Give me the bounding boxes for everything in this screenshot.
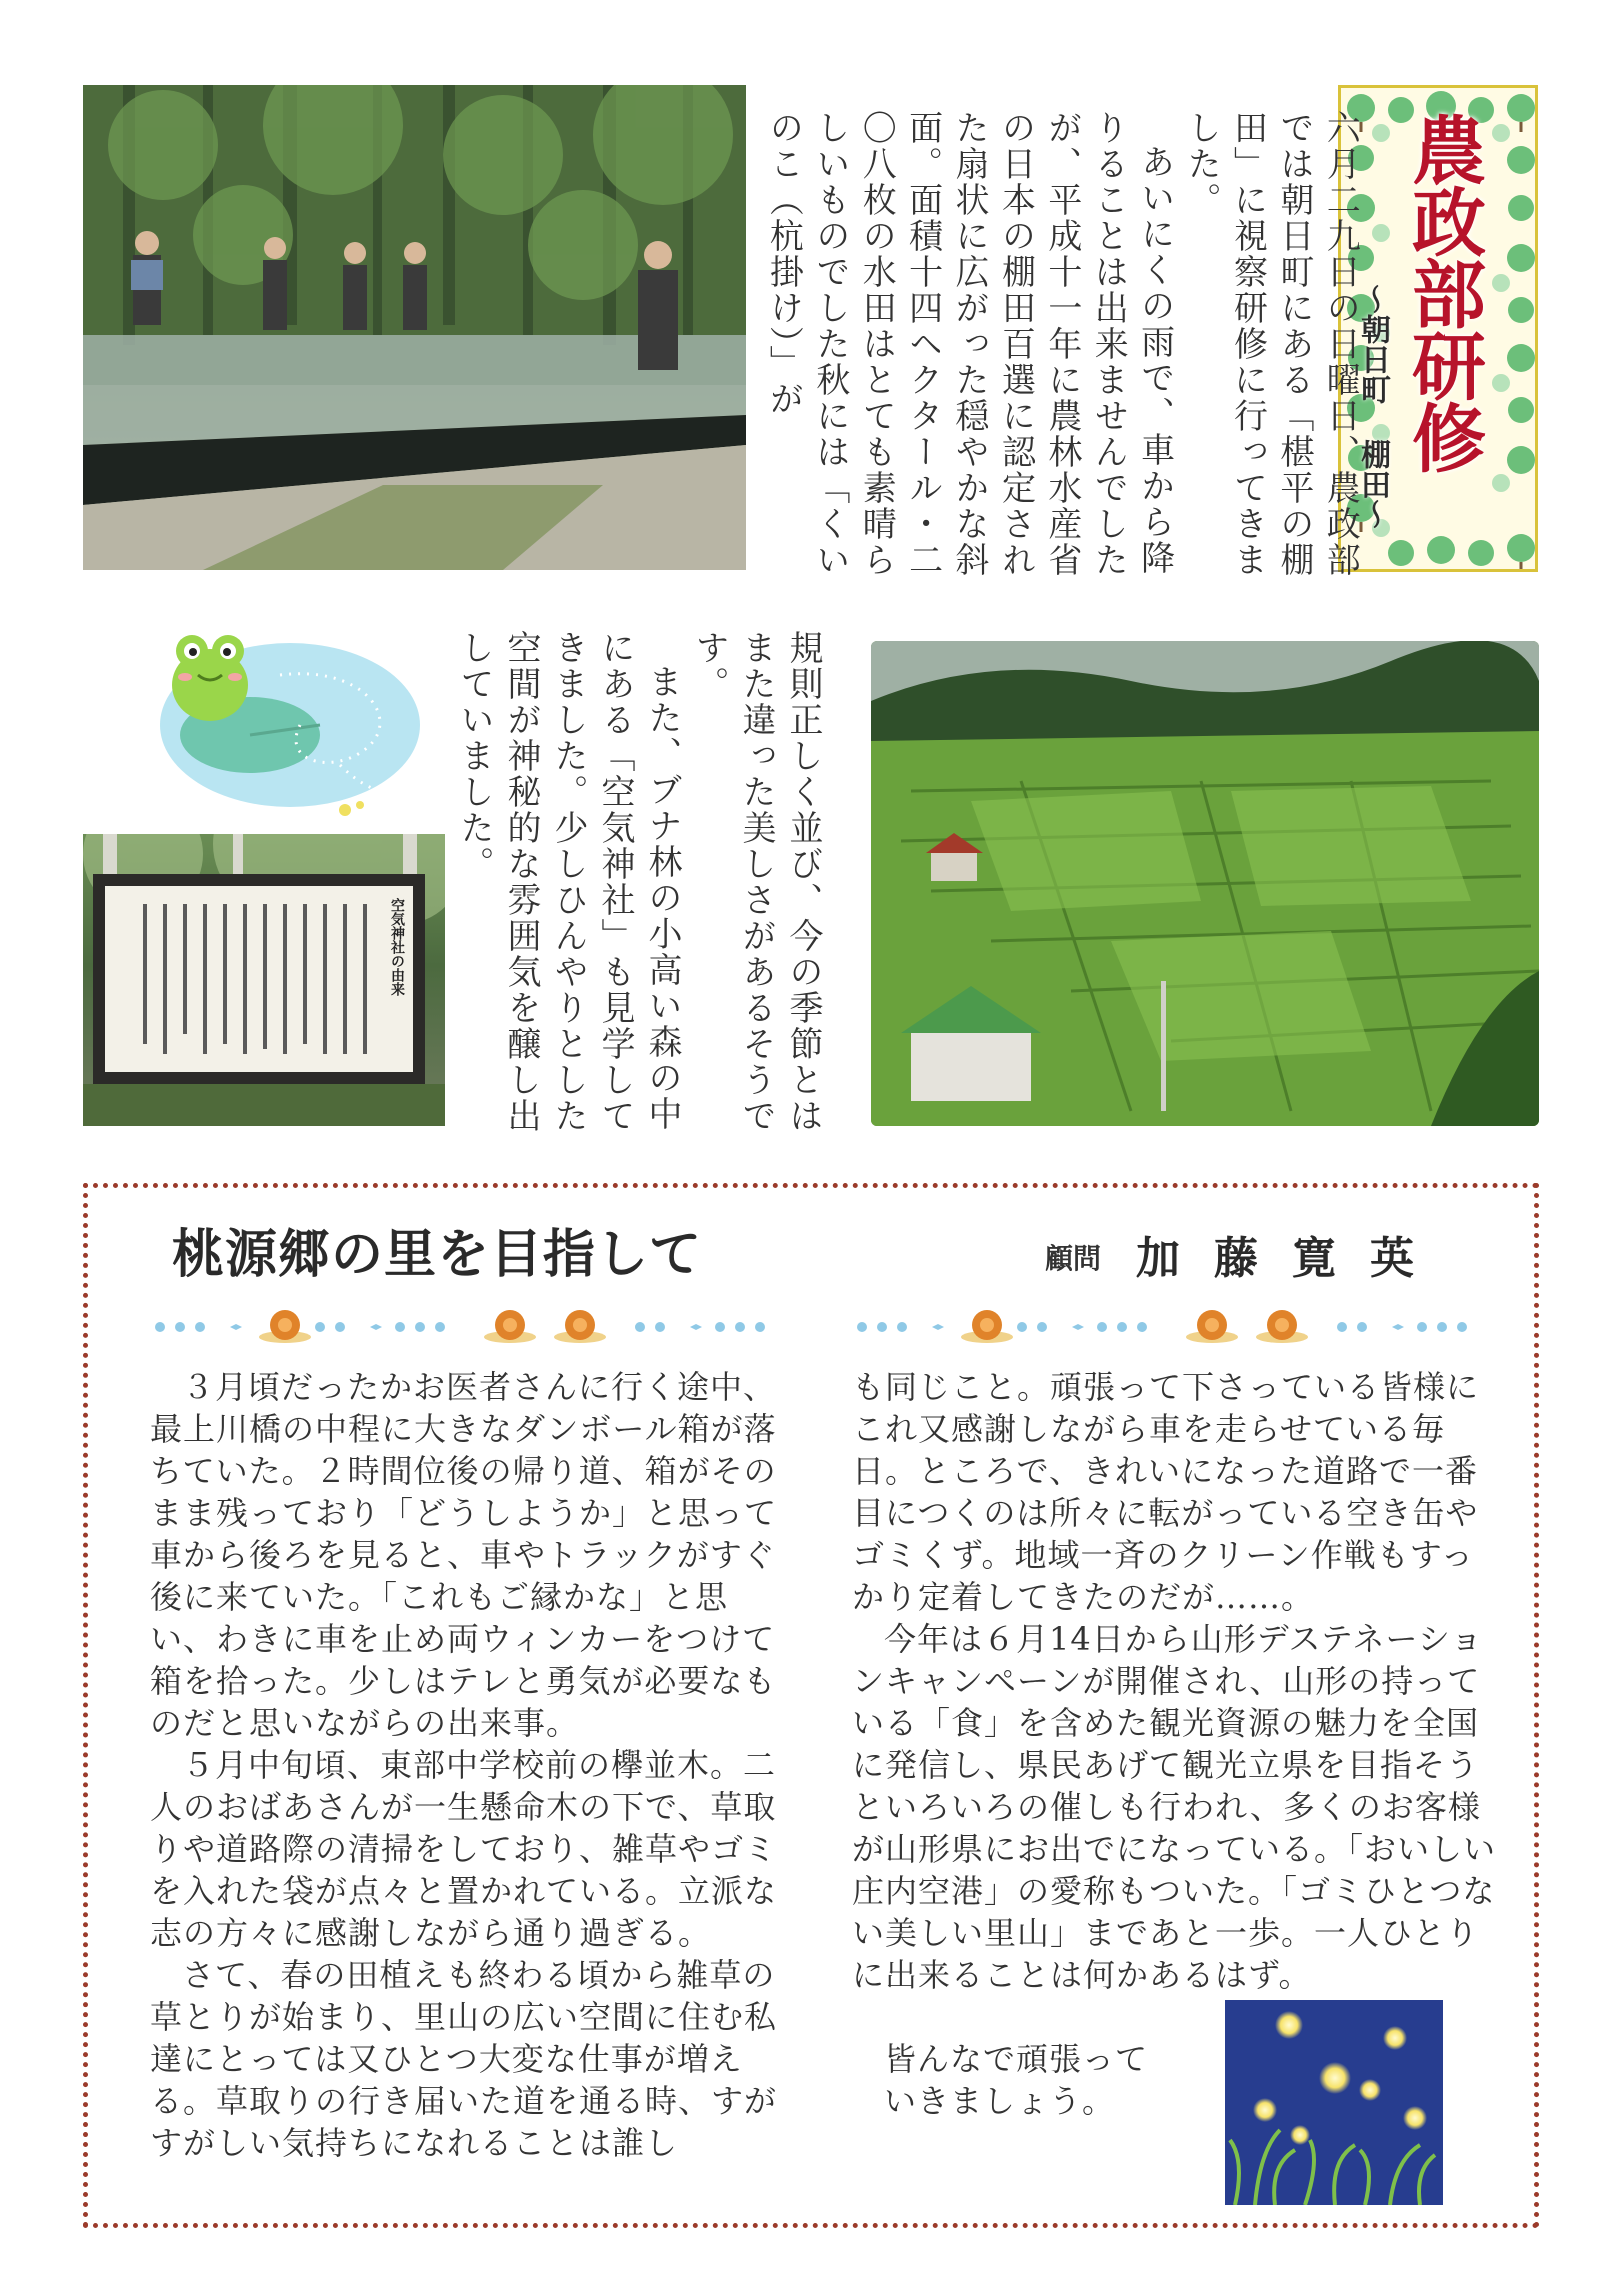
- photo-glass-monument-image: [83, 85, 746, 570]
- report-paragraph: 規則正しく並び、今の季節とはまた違った美しさがあるそうです。: [689, 630, 823, 1134]
- report-paragraph: 六月二九日の日曜日、農政部では朝日町にある「椹平の棚田」に視察研修に行ってきました。: [1181, 110, 1361, 578]
- section-title-sub: 〜朝日町 棚田〜: [1355, 284, 1390, 529]
- essay-column-left: [150, 1366, 790, 2164]
- snail-decoration-left: [150, 1305, 780, 1345]
- firefly-illustration-icon: [1225, 2000, 1443, 2205]
- essay-paragraph: ３月頃だったかお医者さんに行く途中、最上川橋の中程に大きなダンボール箱が落ちていた。２時間位後の帰り道、箱がそのまま残っており「どうしようか」と思って車から後ろを見ると、車やトラックがすぐ後に来ていた。「これもご縁かな」と思い、わきに車を止め両ウィンカーをつけて箱を拾った。少しはテレと勇気が必要なものだと思いながらの出来事。: [150, 1368, 778, 1742]
- essay-author-name: 加藤寛英: [1136, 1233, 1448, 1284]
- photo-shrine-sign: [83, 834, 445, 1126]
- snail-icon: [259, 1310, 606, 1343]
- essay-closing: [852, 2038, 1172, 2122]
- section-title-main: 農政部研修: [1400, 112, 1486, 472]
- section-title-box: [1338, 85, 1538, 572]
- shrine-sign-heading: 空気神社の由来: [389, 898, 405, 996]
- frog-illustration-icon: [130, 605, 420, 820]
- essay-paragraph: ５月中旬頃、東部中学校前の欅並木。二人のおばあさんが一生懸命木の下で、草取りや道路際の清掃をしており、雑草やゴミを入れた袋が点々と置かれている。立派な志の方々に感謝しながら通り過ぎる。: [150, 1746, 778, 1952]
- report-text-lower: [450, 630, 826, 1160]
- report-paragraph: また、ブナ林の小高い森の中にある「空気神社」も見学してきました。少しひんやりとした空間が神秘的な雰囲気を醸し出していました。: [454, 630, 682, 1134]
- report-paragraph: あいにくの雨で、車から降りることは出来ませんでしたが、平成十一年に農林水産省の日本の棚田百選に認定された扇状に広がった穏やかな斜面。面積十四ヘクタール・二〇八枚の水田はとても素晴らしいものでした秋には「くいのこ（杭掛け）」が: [763, 110, 1175, 578]
- photo-rice-terraces-image: [871, 641, 1539, 1126]
- report-text-upper: [760, 110, 1363, 580]
- essay-closing-line: いきましょう。: [884, 2082, 1116, 2120]
- essay-paragraph: 今年は６月14日から山形デステネーションキャンペーンが開催され、山形の持っている「食」を含めた観光資源の魅力を全国に発信し、県民あげて観光立県を目指そうといろいろの催しも行われ、多くのお客様が山形県にお出でになっている。「おいしい庄内空港」の愛称もついた。「ゴミひとつない美しい里山」まであと一歩。一人ひとりに出来ることは何かあるはず。: [852, 1620, 1497, 1994]
- essay-paragraph: も同じこと。頑張って下さっている皆様にこれ又感謝しながら車を走らせている毎日。ところで、きれいになった道路で一番目につくのは所々に転がっている空き缶やゴミくず。地域一斉のクリーン作戦もすっかり定着してきたのだが……。: [852, 1368, 1480, 1616]
- essay-title: 桃源郷の里を目指して: [172, 1225, 703, 1285]
- essay-column-right: [852, 1366, 1497, 1996]
- essay-author-role: 顧問: [1045, 1242, 1102, 1275]
- essay-paragraph: さて、春の田植えも終わる頃から雑草の草とりが始まり、里山の広い空間に住む私達にとっては又ひとつ大変な仕事が増える。草取りの行き届いた道を通る時、すがすがしい気持ちになれることは誰し: [150, 1956, 778, 2162]
- photo-glass-monument: [83, 85, 746, 570]
- snail-icon: [961, 1310, 1308, 1343]
- photo-rice-terraces: [871, 641, 1539, 1126]
- snail-decoration-right: [852, 1305, 1482, 1345]
- essay-closing-line: 皆んなで頑張って: [884, 2040, 1149, 2078]
